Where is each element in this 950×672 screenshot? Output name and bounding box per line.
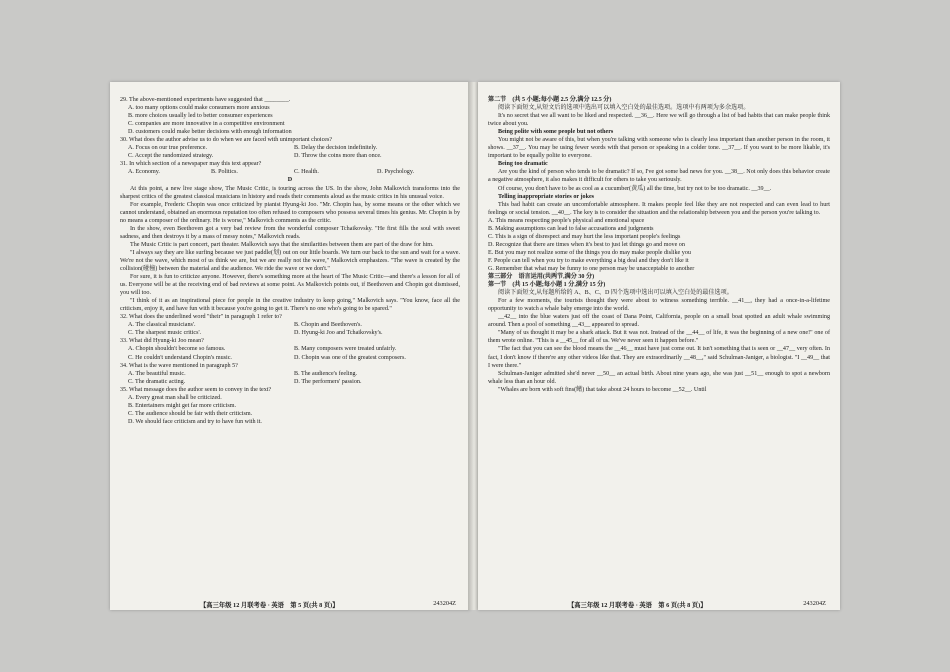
q35-option-b: B. Entertainers might get far more criticism. [128, 402, 236, 409]
cloze-paragraph-2: __42__ into the blue waters just off the coast of Dana Point, California, people on a small boat spotted an adult whale swimming around. Then a pool of something __43__ appeared to spread. [488, 314, 830, 329]
q29-option-c: C. companies are more innovative in a competitive environment [128, 121, 285, 128]
q32-stem: 32. What does the underlined word "their" in paragraph 1 refer to? [120, 314, 282, 321]
seven-choose-five-paragraph-3: Are you the kind of person who tends to be dramatic? If so, I've got some bad news for you. __38__. Not only does this behavior create a negative atmosphere, it also makes it difficult for others to take you seriously. [488, 169, 830, 184]
cloze-paragraph-4: "The fact that you can see the blood means the __46__ must have just come out. It isn't something that is seen or __47__ very often. In fact, I don't know if there're any other videos like that. They are extraordinarily __48__," said Schulman-Janiger, a biologist. "I __49__ that I were there." [488, 346, 830, 369]
q31-option-b: B. Politics. [211, 169, 238, 176]
q34-option-b: B. The audience's feeling. [294, 370, 358, 377]
q30-option-c: C. Accept the randomized strategy. [128, 153, 214, 160]
q30-options-row2 [120, 152, 460, 160]
cloze-paragraph-6: "Whales are born with soft fins(鳍) that take about 24 hours to become __52__. Until [498, 386, 707, 393]
q35-option-d: D. We should face criticism and try to have fun with it. [128, 418, 262, 425]
seven-choose-five-paragraph-5: This bad habit can create an uncomfortable atmosphere. It makes people feel like they are not respected and can even lead to hurt feelings or social tension. __40__. The key is to consider the situation and the relationship between you and the person you're talking to. [488, 201, 830, 216]
page-5-footer-code: 243204Z [433, 600, 456, 607]
section-2-title: 第二节 (共 5 小题;每小题 2.5 分,满分 12.5 分) [488, 97, 612, 103]
q34-stem: 34. What is the wave mentioned in paragraph 5? [120, 362, 238, 369]
q30-stem: 30. What does the author advise us to do when we are faced with unimportant choices? [120, 137, 333, 144]
choice-d: D. Recognize that there are times when it's best to just let things go and move on [488, 241, 685, 248]
q33-option-b: B. Many composers were treated unfairly. [294, 346, 397, 353]
q30-option-a: A. Focus on our true preference. [128, 145, 208, 152]
q34-options-row1 [120, 370, 460, 378]
part-3-title: 第三部分 语言运用(共两节,满分 30 分) [488, 274, 595, 281]
section-1-title: 第一节 (共 15 小题;每小题 1 分,满分 15 分) [488, 282, 606, 289]
subheading-dramatic: Being too dramatic [498, 161, 548, 168]
q31-option-c: C. Health. [294, 169, 319, 176]
q33-options-row1 [120, 345, 460, 353]
page-5-footer-title: 【高三年级 12 月联考卷 · 英语 第 5 页(共 8 页)】 [200, 602, 339, 609]
page-5-body [120, 96, 460, 426]
section-1-instructions: 阅读下面短文,从每题所给的 A、B、C、D 四个选项中选出可以填入空白处的最佳选项。 [498, 290, 733, 297]
q31-stem: 31. In which section of a newspaper may this text appear? [120, 161, 262, 168]
q33-option-d: D. Chopin was one of the greatest composers. [294, 354, 406, 361]
page-6-footer-code: 243204Z [803, 600, 826, 607]
q31-option-d: D. Psychology. [377, 169, 415, 176]
choice-e: E. But you may not realize some of the things you do may make people dislike you [488, 249, 691, 256]
q29-stem: 29. The above-mentioned experiments have suggested that ________. [120, 97, 291, 103]
q29-option-d: D. customers could make better decisions with enough information [128, 129, 292, 136]
passage-d-paragraph-1: At this point, a new live stage show, The Music Critic, is touring across the US. In the show, John Malkovich transforms into the sharpest critics of the greatest classical musicians in history and reads their comments aloud as the music critics in his unusual voice. [120, 185, 460, 200]
page-5 [110, 82, 470, 610]
q35-option-c: C. The audience should be fair with their criticism. [128, 410, 253, 417]
q32-options-row2 [120, 329, 460, 337]
choice-f: F. People can tell when you try to make everything a big deal and they don't like it [488, 257, 689, 264]
q32-option-a: A. The classical musicians'. [128, 322, 196, 329]
passage-d-paragraph-6: For sure, it is fun to criticize anyone. However, there's something more at the heart of The Music Critic—and there's a lesson for all of us. Everyone will be at the receiving end of bad reviews at some point. As Malkovich points out, if Beethoven and Chopin got dismissed, you will too. [120, 274, 460, 297]
seven-choose-five-paragraph-1: It's no secret that we all want to be liked and respected. __36__. Here we will go through a list of bad habits that can make people think twice about you. [488, 113, 830, 128]
q31-options [120, 168, 460, 176]
section-d-heading: D [287, 177, 293, 184]
seven-choose-five-paragraph-2: You might not be aware of this, but when you're talking with someone who is clearly less important than another person in the room, it shows. __37__. You may be using fewer words with that person or speaking in a colder tone. __37__. If you want to be more likable, it's important to be equally polite to everyone. [488, 137, 830, 160]
passage-d-paragraph-7: "I think of it as an inspirational piece for people in the creative industry to keep going," Malkovich says. "You know, face all the criticism, enjoy it, and have fun with it because you're going to get it. There's no one who's going to be spared." [120, 298, 460, 313]
q33-stem: 33. What did Hyung-ki Joo mean? [120, 338, 204, 345]
q30-options-row1 [120, 144, 460, 152]
page-6 [478, 82, 840, 610]
page-6-body [488, 96, 830, 394]
seven-choose-five-paragraph-4: Of course, you don't have to be as cool as a cucumber(黄瓜) all the time, but try not to be too dramatic. __39__. [498, 185, 772, 192]
passage-d-paragraph-2: For example, Frederic Chopin was once criticized by pianist Hyung-ki Joo. "Mr. Chopin has, by some means or the other which we cannot understand, obtained an enormous reputation too often refused to composers who possess several times his genius. Mr. Chopin is by no means a composer of the ordinary. He is worse," Malkovich comments as the critic. [120, 201, 461, 224]
q32-options-row1 [120, 321, 460, 329]
q30-option-b: B. Delay the decision indefinitely. [294, 145, 378, 152]
cloze-paragraph-1: For a few moments, the tourists thought they were about to witness something terrible. __41__, they had a once-in-a-lifetime opportunity to watch a whale baby emerge into the world. [488, 298, 830, 313]
choice-c: C. This is a sign of disrespect and may hurt the less important people's feelings [488, 233, 681, 240]
q34-option-d: D. The performers' passion. [294, 378, 362, 385]
q34-option-a: A. The beautiful music. [128, 370, 186, 377]
q34-option-c: C. The dramatic acting. [128, 378, 186, 385]
cloze-paragraph-3: "Many of us thought it may be a shark attack. But it was not. Instead of the __44__ of life, it was the beginning of a new one!" one of them wrote online. "This is a __45__ for all of us. We've never seen it happen before." [488, 330, 830, 345]
cloze-paragraph-5: Schulman-Janiger admitted she'd never __50__ an actual birth. About nine years ago, she was just __51__ enough to spot a newborn whale less than an hour old. [488, 370, 830, 385]
q29-option-a: A. too many options could make consumers more anxious [128, 105, 270, 112]
q32-option-b: B. Chopin and Beethoven's. [294, 322, 362, 329]
choice-g: G. Remember that what may be funny to one person may be unacceptable to another [488, 265, 695, 272]
choice-a: A. This means respecting people's physical and emotional space [488, 217, 645, 224]
q35-option-a: A. Every great man shall be criticized. [128, 394, 222, 401]
q34-options-row2 [120, 378, 460, 386]
q32-option-c: C. The sharpest music critics'. [128, 330, 202, 337]
passage-d-paragraph-5: "I always say they are like surfing because we just paddle(划) out on our little boards. We turn our back to the sun and wait for a wave. We're not the wave, which most of us think we are, but we are really not the wave," Malkovich emphasizes. "The wave is created by the collision(碰撞) between the material and the audience. We ride the wave or we don't." [120, 249, 460, 272]
q32-option-d: D. Hyung-ki Joo and Tchaikovsky's. [294, 330, 383, 337]
q30-option-d: D. Throw the coins more than once. [294, 153, 382, 160]
q35-stem: 35. What message does the author seem to convey in the text? [120, 386, 272, 393]
subheading-polite: Being polite with some people but not others [498, 129, 614, 136]
choice-b: B. Making assumptions can lead to false accusations and judgments [488, 225, 654, 232]
passage-d-paragraph-4: The Music Critic is part concert, part theater. Malkovich says that the similarities between them are part of the draw for him. [130, 241, 434, 248]
page-6-footer-title: 【高三年级 12 月联考卷 · 英语 第 6 页(共 8 页)】 [568, 602, 707, 609]
q33-option-a: A. Chopin shouldn't become so famous. [128, 346, 226, 353]
q33-option-c: C. He couldn't understand Chopin's music. [128, 354, 232, 361]
q31-option-a: A. Economy. [128, 169, 160, 176]
q33-options-row2 [120, 354, 460, 362]
section-2-instructions: 阅读下面短文,从短文后的选项中选出可以填入空白处的最佳选项。选项中有两项为多余选项。 [498, 105, 750, 112]
q29-option-b: B. more choices usually led to better consumer experiences [128, 113, 273, 120]
passage-d-paragraph-3: In the show, even Beethoven got a very bad review from the wonderful composer Tchaikovsky. "He first fills the soul with sweet sadness, and then destroys it by a mass of messy notes," Malkovich reads. [120, 225, 460, 240]
subheading-jokes: Telling inappropriate stories or jokes [498, 193, 595, 200]
